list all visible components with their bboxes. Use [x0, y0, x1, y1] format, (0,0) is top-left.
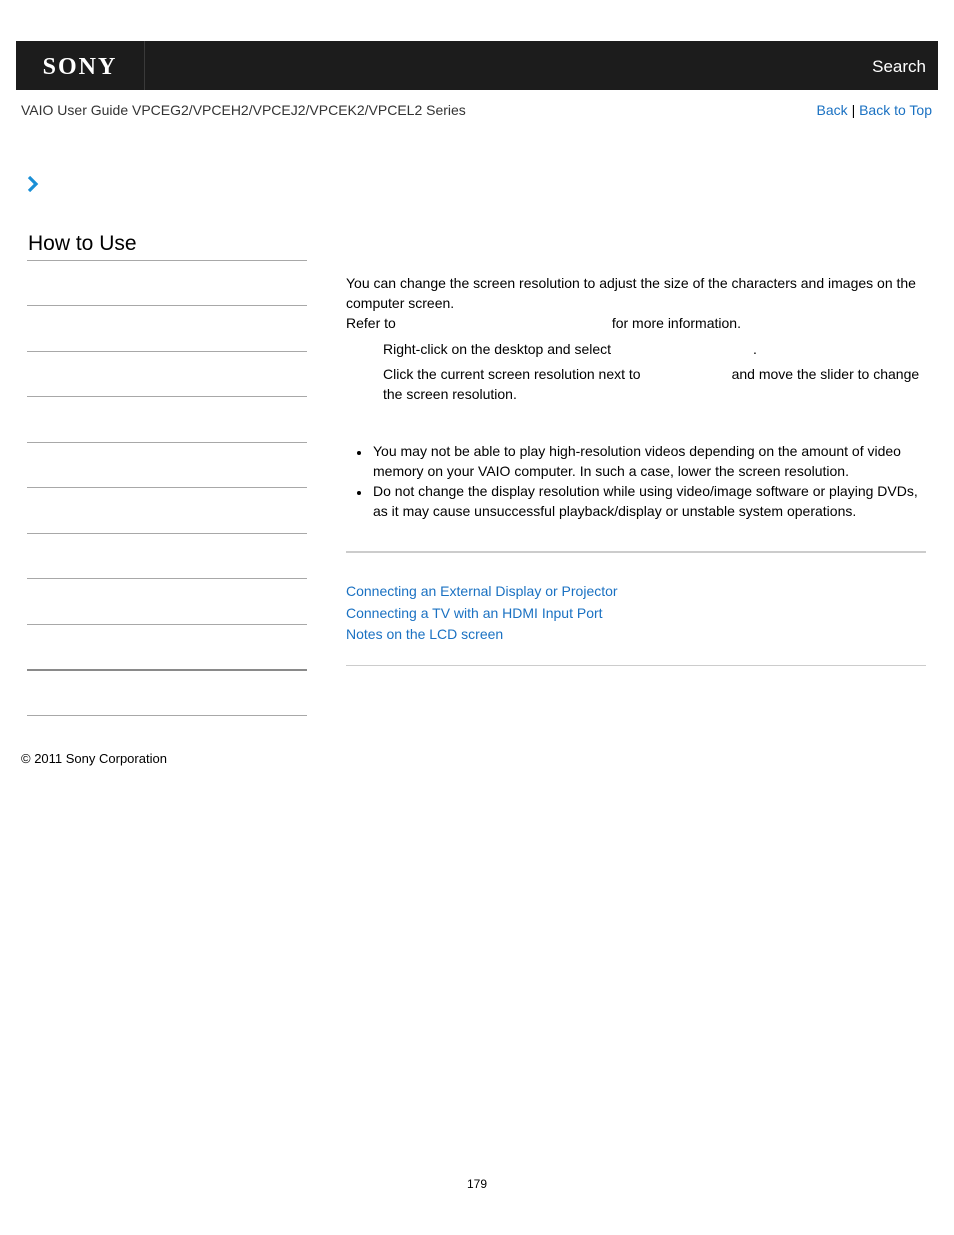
sidebar-divider — [27, 715, 307, 716]
step-2 — [383, 364, 928, 404]
search-button[interactable]: Search — [872, 57, 926, 76]
step-1 — [383, 339, 928, 359]
refer-paragraph — [346, 313, 926, 333]
back-link[interactable]: Back — [816, 102, 848, 118]
refer-suffix: for more information. — [611, 315, 741, 331]
logo-text: SONY — [42, 54, 118, 77]
step-2-text: Click the current screen resolution next to — [383, 366, 641, 382]
related-link-hdmi-tv[interactable]: Connecting a TV with an HDMI Input Port — [346, 605, 603, 621]
sidebar-divider — [27, 578, 307, 579]
step-2-line-2: the screen resolution. — [383, 386, 517, 402]
back-to-top-link[interactable]: Back to Top — [859, 102, 932, 118]
step-1-end: . — [753, 341, 757, 357]
sidebar-divider — [27, 396, 307, 397]
sidebar-divider — [27, 624, 307, 625]
related-link-external-display[interactable]: Connecting an External Display or Projector — [346, 583, 618, 599]
nav-separator: | — [851, 102, 856, 118]
chevron-right-icon[interactable] — [27, 176, 41, 192]
note-item: You may not be able to play high-resolution videos depending on the amount of video memory on your VAIO computer. In such a case, lower the screen resolution. — [346, 441, 926, 481]
refer-prefix: Refer to — [346, 315, 396, 331]
sidebar-divider — [27, 351, 307, 352]
section-divider — [346, 665, 926, 666]
copyright: © 2011 Sony Corporation — [21, 751, 167, 766]
sidebar-divider — [27, 442, 307, 443]
sidebar-divider — [27, 487, 307, 488]
sony-logo-mark — [28, 55, 132, 77]
top-bar — [16, 41, 938, 90]
guide-title: VAIO User Guide VPCEG2/VPCEH2/VPCEJ2/VPCEK2/VPCEL2 Series — [21, 102, 466, 118]
sidebar-divider — [27, 305, 307, 306]
step-2-rest: and move the slider to change — [731, 366, 920, 382]
notes-list — [346, 441, 926, 521]
sony-logo[interactable] — [16, 41, 145, 90]
note-item: Do not change the display resolution while using video/image software or playing DVDs, as it may cause unsuccessful playback/display or unstable system operations. — [346, 481, 926, 521]
section-divider — [346, 551, 926, 553]
sidebar-divider — [27, 260, 307, 261]
nav-links — [817, 102, 932, 118]
intro-paragraph: You can change the screen resolution to adjust the size of the characters and images on the computer screen. — [346, 275, 916, 311]
sidebar-divider — [27, 533, 307, 534]
step-1-text: Right-click on the desktop and select — [383, 341, 612, 357]
page-number: 179 — [466, 1177, 488, 1191]
sidebar-divider — [27, 669, 307, 671]
related-link-lcd-notes[interactable]: Notes on the LCD screen — [346, 626, 504, 642]
sidebar-title: How to Use — [28, 232, 137, 255]
